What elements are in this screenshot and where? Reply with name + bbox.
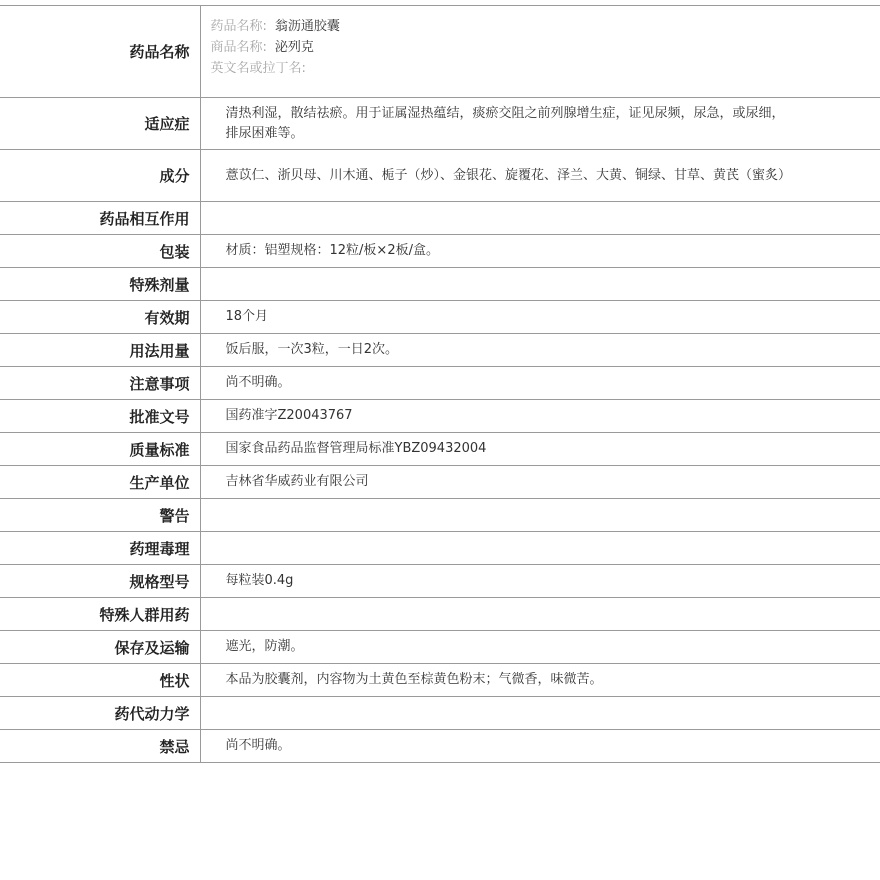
- row-label: 药代动力学: [0, 697, 200, 730]
- row-label: 药品相互作用: [0, 202, 200, 235]
- row-label: 包装: [0, 235, 200, 268]
- row-shelf-life: [0, 301, 880, 334]
- row-value: 国药准字Z20043767: [200, 400, 880, 433]
- row-label: 成分: [0, 150, 200, 202]
- row-label: 药理毒理: [0, 532, 200, 565]
- row-value: 清热利湿，散结祛瘀。用于证属湿热蕴结，痰瘀交阻之前列腺增生症，证见尿频，尿急，或尿细，排尿困难等。: [200, 98, 880, 150]
- generic-name-value: 翁沥通胶囊: [274, 19, 340, 34]
- row-label: 质量标准: [0, 433, 200, 466]
- trade-name-key: 商品名称:: [210, 40, 267, 55]
- row-label: 生产单位: [0, 466, 200, 499]
- row-pharmacokinetics: [0, 697, 880, 730]
- row-drug-name: [0, 6, 880, 98]
- row-packaging: [0, 235, 880, 268]
- row-value: [200, 598, 880, 631]
- row-dosage: [0, 334, 880, 367]
- row-label: 注意事项: [0, 367, 200, 400]
- row-storage: [0, 631, 880, 664]
- generic-name-line: [211, 16, 789, 37]
- row-value: 尚不明确。: [200, 730, 880, 763]
- row-label: 特殊人群用药: [0, 598, 200, 631]
- row-label: 禁忌: [0, 730, 200, 763]
- row-value: [200, 268, 880, 301]
- row-manufacturer: [0, 466, 880, 499]
- row-warning: [0, 499, 880, 532]
- row-value: [200, 499, 880, 532]
- row-value: 薏苡仁、浙贝母、川木通、栀子（炒）、金银花、旋覆花、泽兰、大黄、铜绿、甘草、黄芪（蜜炙）: [200, 150, 880, 202]
- row-value: 18个月: [200, 301, 880, 334]
- generic-name-key: 药品名称:: [210, 19, 267, 34]
- english-name-key: 英文名或拉丁名:: [210, 61, 306, 76]
- row-quality-standard: [0, 433, 880, 466]
- row-value: 材质：铝塑规格：12粒/板×2板/盒。: [200, 235, 880, 268]
- row-specification: [0, 565, 880, 598]
- row-label: 有效期: [0, 301, 200, 334]
- row-label: 药品名称: [0, 6, 200, 98]
- row-special-dosage: [0, 268, 880, 301]
- row-label: 性状: [0, 664, 200, 697]
- english-name-line: [211, 58, 789, 79]
- row-value: [200, 202, 880, 235]
- row-drug-interactions: [0, 202, 880, 235]
- row-value: [200, 532, 880, 565]
- row-approval-number: [0, 400, 880, 433]
- drug-spec-table: [0, 5, 880, 763]
- row-indications: [0, 98, 880, 150]
- row-label: 批准文号: [0, 400, 200, 433]
- row-special-populations: [0, 598, 880, 631]
- row-contraindications: [0, 730, 880, 763]
- row-label: 警告: [0, 499, 200, 532]
- row-value: [200, 697, 880, 730]
- row-pharmacology: [0, 532, 880, 565]
- row-value: 饭后服，一次3粒，一日2次。: [200, 334, 880, 367]
- row-value: 遮光，防潮。: [200, 631, 880, 664]
- row-label: 适应症: [0, 98, 200, 150]
- row-label: 用法用量: [0, 334, 200, 367]
- trade-name-value: 泌列克: [274, 40, 314, 55]
- row-label: 保存及运输: [0, 631, 200, 664]
- row-label: 规格型号: [0, 565, 200, 598]
- row-ingredients: [0, 150, 880, 202]
- row-value: 每粒装0.4g: [200, 565, 880, 598]
- row-value: 尚不明确。: [200, 367, 880, 400]
- row-label: 特殊剂量: [0, 268, 200, 301]
- row-value: 国家食品药品监督管理局标准YBZ09432004: [200, 433, 880, 466]
- row-precautions: [0, 367, 880, 400]
- row-value: 本品为胶囊剂，内容物为土黄色至棕黄色粉末；气微香，味微苦。: [200, 664, 880, 697]
- row-value: 吉林省华威药业有限公司: [200, 466, 880, 499]
- trade-name-line: [211, 37, 789, 58]
- drug-name-cell: [200, 6, 880, 98]
- row-description: [0, 664, 880, 697]
